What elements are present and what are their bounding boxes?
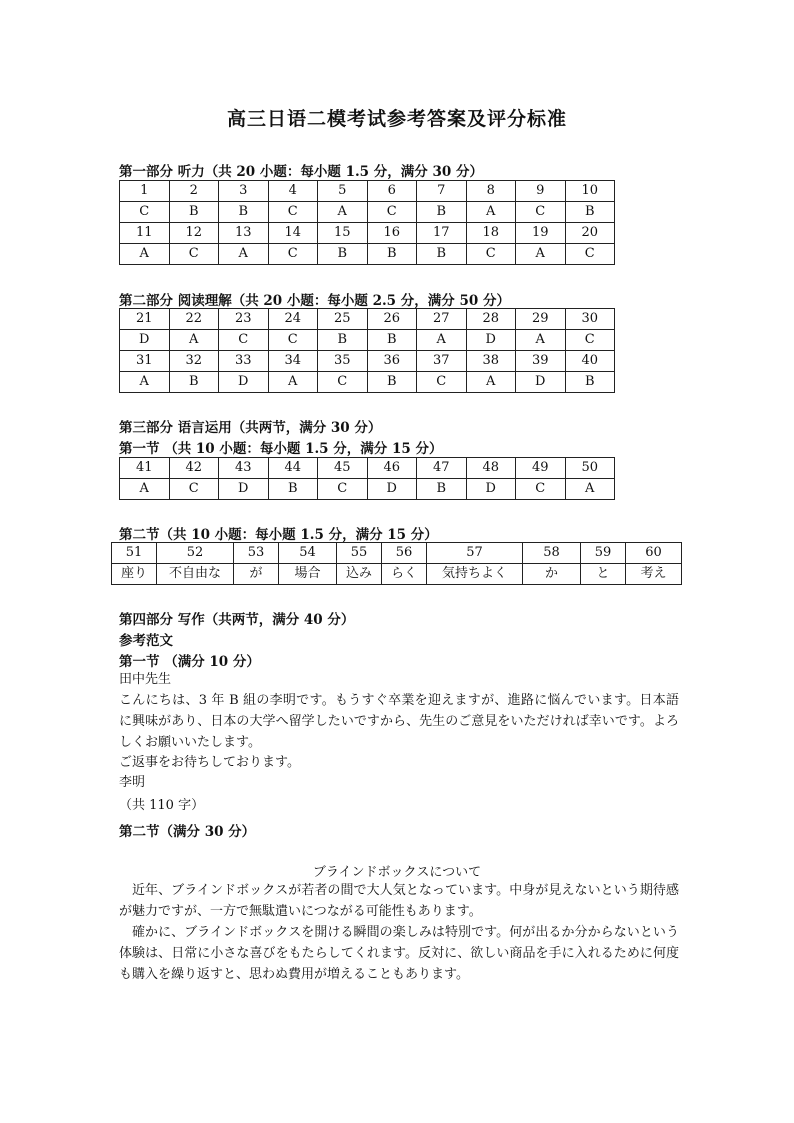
question-number: 13 xyxy=(219,223,269,244)
answer-cell: C xyxy=(367,202,417,223)
question-number: 16 xyxy=(367,223,417,244)
question-number: 14 xyxy=(268,223,318,244)
answer-cell: B xyxy=(318,330,368,351)
answer-cell: C xyxy=(268,202,318,223)
question-number: 35 xyxy=(318,351,368,372)
answer-cell: が xyxy=(234,564,279,585)
answer-cell: らく xyxy=(382,564,427,585)
question-number: 27 xyxy=(417,309,467,330)
part3-section1-heading: 第一节 （共 10 小题：每小题 1.5 分，满分 15 分） xyxy=(119,441,443,457)
question-number: 31 xyxy=(120,351,170,372)
part1-answer-table xyxy=(119,180,615,265)
question-number: 54 xyxy=(279,543,337,564)
answer-cell: A xyxy=(318,202,368,223)
answer-cell: D xyxy=(219,479,269,500)
question-number: 20 xyxy=(565,223,615,244)
question-number: 43 xyxy=(219,458,269,479)
question-number: 30 xyxy=(565,309,615,330)
answer-cell: か xyxy=(523,564,581,585)
question-number: 21 xyxy=(120,309,170,330)
question-number: 22 xyxy=(169,309,219,330)
answer-cell: D xyxy=(516,372,566,393)
answer-cell: B xyxy=(417,479,467,500)
question-number: 24 xyxy=(268,309,318,330)
answer-cell: C xyxy=(318,372,368,393)
part3-section2-answer-table xyxy=(111,542,682,585)
answer-cell: 不自由な xyxy=(157,564,234,585)
answer-cell: 座り xyxy=(112,564,157,585)
table-row xyxy=(120,479,615,500)
answer-cell: 込み xyxy=(337,564,382,585)
answer-cell: B xyxy=(367,244,417,265)
question-number: 4 xyxy=(268,181,318,202)
question-number: 41 xyxy=(120,458,170,479)
page-title: 高三日语二模考试参考答案及评分标准 xyxy=(226,108,567,130)
answer-cell: B xyxy=(268,479,318,500)
answer-cell: A xyxy=(120,244,170,265)
question-number: 11 xyxy=(120,223,170,244)
answer-cell: C xyxy=(516,479,566,500)
essay-title: ブラインドボックスについて xyxy=(312,865,482,880)
question-number: 32 xyxy=(169,351,219,372)
question-number: 44 xyxy=(268,458,318,479)
question-number: 7 xyxy=(417,181,467,202)
answer-cell: C xyxy=(417,372,467,393)
letter-signature: 李明 xyxy=(119,775,146,790)
answer-cell: A xyxy=(417,330,467,351)
question-number: 56 xyxy=(382,543,427,564)
question-number: 18 xyxy=(466,223,516,244)
answer-cell: B xyxy=(565,202,615,223)
answer-cell: B xyxy=(219,202,269,223)
question-number: 28 xyxy=(466,309,516,330)
question-number: 9 xyxy=(516,181,566,202)
question-number: 57 xyxy=(427,543,523,564)
question-number: 52 xyxy=(157,543,234,564)
table-row xyxy=(120,458,615,479)
essay-paragraph-1: 近年、ブラインドボックスが若者の間で大人気となっています。中身が見えないという期待感が魅力ですが、一方で無駄遣いにつながる可能性もあります。 xyxy=(119,883,679,919)
word-count: （共 110 字） xyxy=(119,798,205,813)
question-number: 19 xyxy=(516,223,566,244)
table-row xyxy=(112,543,682,564)
table-row xyxy=(112,564,682,585)
answer-cell: A xyxy=(169,330,219,351)
question-number: 49 xyxy=(516,458,566,479)
answer-cell: A xyxy=(219,244,269,265)
table-row xyxy=(120,202,615,223)
question-number: 12 xyxy=(169,223,219,244)
question-number: 39 xyxy=(516,351,566,372)
answer-cell: C xyxy=(516,202,566,223)
answer-cell: C xyxy=(565,244,615,265)
answer-cell: C xyxy=(268,244,318,265)
part4-section1-heading: 第一节 （满分 10 分） xyxy=(119,654,260,670)
letter-salutation: 田中先生 xyxy=(119,672,172,687)
question-number: 38 xyxy=(466,351,516,372)
answer-cell: A xyxy=(516,330,566,351)
question-number: 53 xyxy=(234,543,279,564)
part2-answer-table xyxy=(119,308,615,393)
answer-cell: D xyxy=(120,330,170,351)
question-number: 45 xyxy=(318,458,368,479)
answer-cell: B xyxy=(318,244,368,265)
question-number: 59 xyxy=(581,543,626,564)
answer-cell: C xyxy=(268,330,318,351)
answer-cell: A xyxy=(466,202,516,223)
letter-body: こんにちは、3 年 B 組の李明です。もうすぐ卒業を迎えますが、進路に悩んでいます。日本語に興味があり、日本の大学へ留学したいですから、先生のご意見をいただければ幸いです。よろしくお願いいたします。 xyxy=(119,693,679,750)
answer-cell: 考え xyxy=(626,564,682,585)
question-number: 51 xyxy=(112,543,157,564)
table-row xyxy=(120,309,615,330)
answer-cell: B xyxy=(169,202,219,223)
question-number: 42 xyxy=(169,458,219,479)
question-number: 40 xyxy=(565,351,615,372)
answer-cell: A xyxy=(268,372,318,393)
answer-cell: A xyxy=(120,372,170,393)
question-number: 2 xyxy=(169,181,219,202)
answer-cell: と xyxy=(581,564,626,585)
table-row xyxy=(120,330,615,351)
answer-cell: C xyxy=(169,479,219,500)
question-number: 1 xyxy=(120,181,170,202)
question-number: 55 xyxy=(337,543,382,564)
answer-cell: B xyxy=(169,372,219,393)
answer-cell: C xyxy=(120,202,170,223)
answer-cell: C xyxy=(318,479,368,500)
answer-cell: B xyxy=(367,330,417,351)
question-number: 8 xyxy=(466,181,516,202)
table-row xyxy=(120,372,615,393)
part1-heading: 第一部分 听力（共 20 小题：每小题 1.5 分，满分 30 分） xyxy=(119,164,483,180)
part3-heading: 第三部分 语言运用（共两节，满分 30 分） xyxy=(119,420,382,436)
question-number: 25 xyxy=(318,309,368,330)
question-number: 46 xyxy=(367,458,417,479)
part4-section2-heading: 第二节（满分 30 分） xyxy=(119,824,256,840)
question-number: 23 xyxy=(219,309,269,330)
table-row xyxy=(120,181,615,202)
part3-section1-answer-table xyxy=(119,457,615,500)
answer-cell: D xyxy=(219,372,269,393)
answer-cell: C xyxy=(219,330,269,351)
table-row xyxy=(120,244,615,265)
answer-cell: A xyxy=(120,479,170,500)
question-number: 10 xyxy=(565,181,615,202)
question-number: 6 xyxy=(367,181,417,202)
answer-cell: D xyxy=(466,479,516,500)
part3-section2-heading: 第二节（共 10 小题：每小题 1.5 分，满分 15 分） xyxy=(119,527,438,543)
question-number: 50 xyxy=(565,458,615,479)
question-number: 34 xyxy=(268,351,318,372)
part4-heading: 第四部分 写作（共两节，满分 40 分） xyxy=(119,612,355,628)
part2-heading: 第二部分 阅读理解（共 20 小题：每小题 2.5 分，满分 50 分） xyxy=(119,293,510,309)
answer-cell: B xyxy=(417,202,467,223)
question-number: 5 xyxy=(318,181,368,202)
answer-cell: D xyxy=(367,479,417,500)
answer-cell: 場合 xyxy=(279,564,337,585)
question-number: 17 xyxy=(417,223,467,244)
question-number: 58 xyxy=(523,543,581,564)
table-row xyxy=(120,223,615,244)
question-number: 15 xyxy=(318,223,368,244)
answer-cell: C xyxy=(565,330,615,351)
letter-closing: ご返事をお待ちしております。 xyxy=(119,755,300,770)
answer-cell: B xyxy=(367,372,417,393)
model-essay-label: 参考范文 xyxy=(119,633,173,649)
question-number: 26 xyxy=(367,309,417,330)
question-number: 36 xyxy=(367,351,417,372)
question-number: 33 xyxy=(219,351,269,372)
question-number: 60 xyxy=(626,543,682,564)
answer-cell: 気持ちよく xyxy=(427,564,523,585)
question-number: 3 xyxy=(219,181,269,202)
answer-cell: C xyxy=(466,244,516,265)
answer-cell: B xyxy=(565,372,615,393)
answer-cell: A xyxy=(516,244,566,265)
essay-paragraph-2: 確かに、ブラインドボックスを開ける瞬間の楽しみは特別です。何が出るか分からないという体験は、日常に小さな喜びをもたらしてくれます。反対に、欲しい商品を手に入れるために何度も購入を繰り返すと、思わぬ費用が増えることもあります。 xyxy=(119,925,679,982)
answer-cell: B xyxy=(417,244,467,265)
table-row xyxy=(120,351,615,372)
question-number: 48 xyxy=(466,458,516,479)
answer-cell: C xyxy=(169,244,219,265)
question-number: 37 xyxy=(417,351,467,372)
answer-cell: A xyxy=(466,372,516,393)
answer-cell: D xyxy=(466,330,516,351)
answer-cell: A xyxy=(565,479,615,500)
question-number: 29 xyxy=(516,309,566,330)
question-number: 47 xyxy=(417,458,467,479)
